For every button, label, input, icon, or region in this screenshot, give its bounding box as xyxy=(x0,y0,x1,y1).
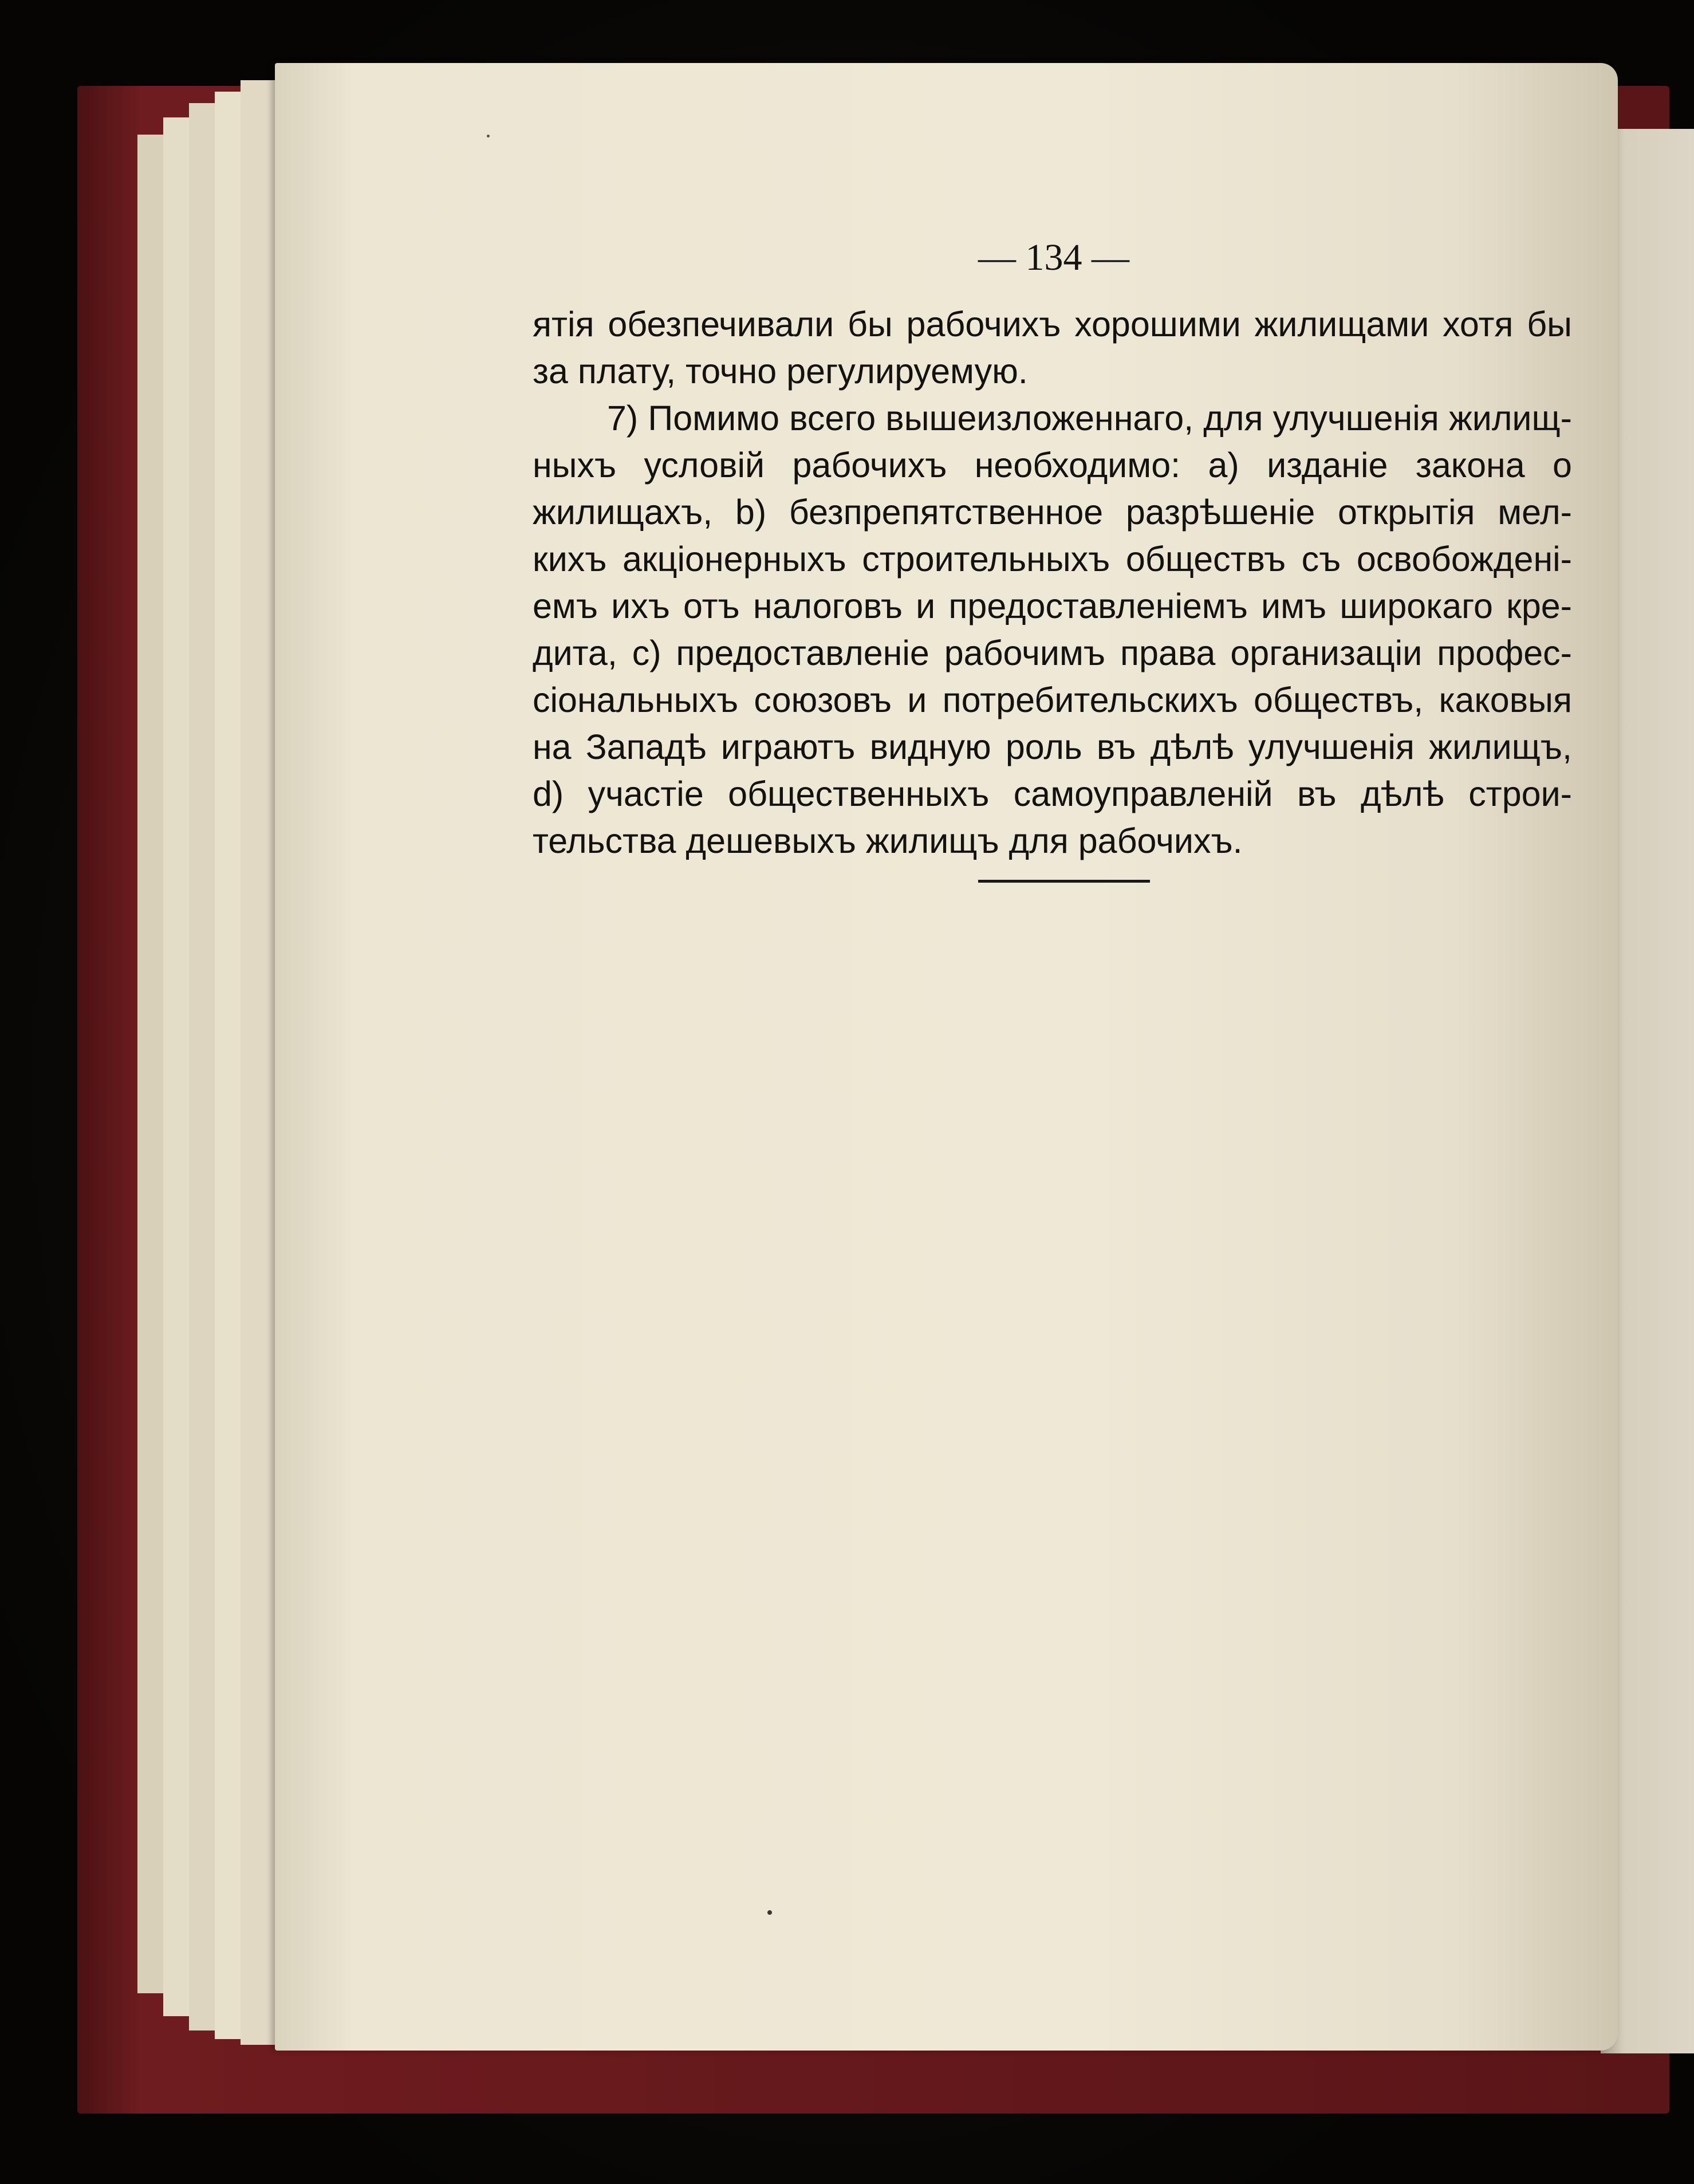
text-line: ятія обезпечивали бы рабочихъ хорошими жилищами хотя бы xyxy=(533,305,1572,344)
paper-speck xyxy=(487,135,490,137)
bleed-through-text xyxy=(1254,945,1598,1690)
paper-speck xyxy=(767,1910,772,1915)
text-line: d) участіе общественныхъ самоуправленій въ дѣлѣ строи- xyxy=(533,774,1572,813)
body-text xyxy=(533,301,1572,864)
text-line: тельства дешевыхъ жилищъ для рабочихъ. xyxy=(533,821,1243,860)
text-line: емъ ихъ отъ налоговъ и предоставленiемъ имъ широкаго кре- xyxy=(533,587,1572,625)
text-line: сіональныхъ союзовъ и потребительскихъ обществъ, каковыя xyxy=(533,680,1572,719)
section-divider xyxy=(978,880,1150,883)
text-line: дита, c) предоставленіе рабочимъ права организаціи профес- xyxy=(533,633,1572,672)
text-line: 7) Помимо всего вышеизложеннаго, для улучшенія жилищ- xyxy=(607,399,1572,438)
text-line: на Западѣ играютъ видную роль въ дѣлѣ улучшенія жилищъ, xyxy=(533,727,1572,766)
text-line: жилищахъ, b) безпрепятственное разрѣшеніе открытія мел- xyxy=(533,493,1572,532)
text-line: за плату, точно регулируемую. xyxy=(533,352,1028,391)
text-line: кихъ акціонерныхъ строительныхъ обществъ съ освобожденi- xyxy=(533,540,1572,579)
page-number: — 134 — xyxy=(978,237,1129,278)
text-line: ныхъ условій рабочихъ необходимо: a) изданіе закона о xyxy=(533,446,1572,485)
